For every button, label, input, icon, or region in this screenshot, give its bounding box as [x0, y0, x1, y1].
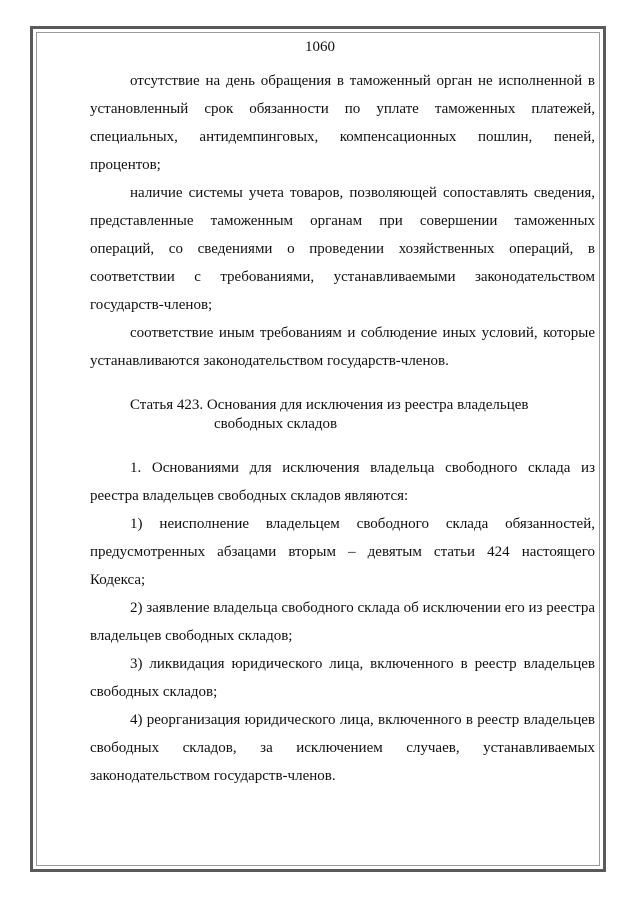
top-text-block: [90, 67, 595, 375]
list-item-3: 3) ликвидация юридического лица, включенного в реестр владельцев свободных складов;: [90, 656, 595, 700]
list-item-1: 1) неисполнение владельцем свободного склада обязанностей, предусмотренных абзацами вторым – девятым статьи 424 настоящего Кодекса;: [90, 516, 595, 588]
article-text-block: [90, 454, 595, 790]
page-number: 1060: [305, 39, 335, 55]
paragraph-accounting-system: наличие системы учета товаров, позволяющей сопоставлять сведения, представленные таможенным органам при совершении таможенных операций, со сведениями о проведении хозяйственных операций, в соответствии с требованиями, устанавливаемыми законодательством государств-членов;: [90, 185, 595, 313]
paragraph-no-debt: отсутствие на день обращения в таможенный орган не исполненной в установленный срок обязанности по уплате таможенных платежей, специальных, антидемпинговых, компенсационных пошлин, пеней, процентов;: [90, 73, 595, 173]
article-heading: [130, 396, 590, 434]
paragraph-other-requirements: соответствие иным требованиям и соблюдение иных условий, которые устанавливаются законодательством государств-членов.: [90, 325, 595, 369]
article-heading-line1: Статья 423. Основания для исключения из реестра владельцев: [130, 397, 529, 413]
paragraph-grounds-intro: 1. Основаниями для исключения владельца свободного склада из реестра владельцев свободных складов являются:: [90, 460, 595, 504]
list-item-2: 2) заявление владельца свободного склада об исключении его из реестра владельцев свободных складов;: [90, 600, 595, 644]
article-heading-line2: свободных складов: [214, 416, 338, 432]
list-item-4: 4) реорганизация юридического лица, включенного в реестр владельцев свободных складов, за исключением случаев, устанавливаемых законодательством государств-членов.: [90, 712, 595, 784]
